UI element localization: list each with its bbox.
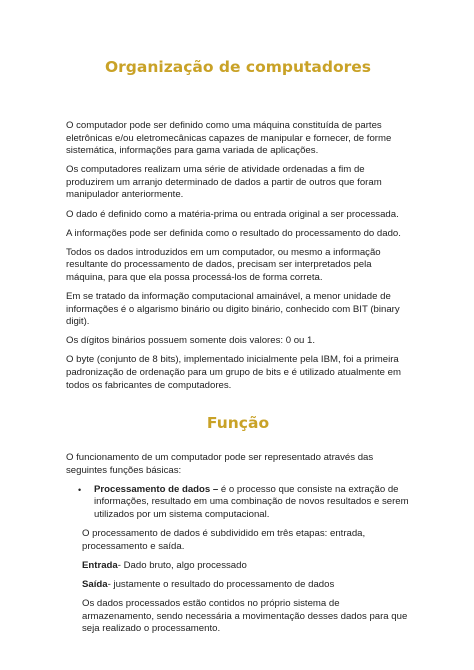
list-item-processamento — [78, 483, 410, 522]
paragraph-saida — [82, 579, 410, 592]
paragraph-atividades-ordenadas: Os computadores realizam uma série de atividade ordenadas a fim de produzirem um arranjo determinado de dados a partir de outros que foram manipulador anteriormente. — [66, 164, 382, 201]
section-title-funcao: Função — [206, 414, 270, 433]
paragraph-entrada — [82, 560, 410, 573]
section-organizacao — [66, 120, 410, 392]
paragraph-bit: Em se tratado da informação computacional amainável, a menor unidade de informações é o algarismo binário ou digito binário, conhecido com BIT (binary digit). — [66, 291, 400, 328]
section-funcao — [66, 452, 410, 636]
paragraph-funcoes-basicas: O funcionamento de um computador pode ser representado através das seguintes funções básicas: — [66, 452, 374, 476]
indented-block — [66, 528, 410, 636]
entrada-term: Entrada — [82, 559, 118, 571]
paragraph-armazenamento: Os dados processados estão contidos no próprio sistema de armazenamento, sendo necessária a movimentação desses dados para que seja realizado o processamento. — [82, 598, 408, 635]
paragraph-definicao-computador: O computador pode ser definido como uma máquina constituída de partes eletrônicas e/ou eletromecânicas capazes de manipular e fornecer, de forme sistemática, informações para gama variada de aplicações. — [66, 120, 392, 157]
paragraph-interpretacao-dados: Todos os dados introduzidos em um computador, ou mesmo a informação resultante do processamento de dados, precisam ser interpretados pela máquina, para que ela possa processá-los de forma correta. — [66, 246, 381, 283]
paragraph-etapas: O processamento de dados é subdividido em três etapas: entrada, processamento e saída. — [82, 528, 366, 552]
saida-text: - justamente o resultado do processamento de dados — [107, 578, 335, 590]
document-title: Organização de computadores — [104, 58, 371, 76]
bullet-text: é o processo que consiste na extração de informações, resultado em uma combinação de novos resultados e serem utilizados por um sistema computacional. — [94, 483, 409, 521]
bullet-icon: • — [78, 484, 82, 495]
paragraph-definicao-dado: O dado é definido como a matéria-prima ou entrada original a ser processada. — [66, 208, 399, 220]
bullet-term: Processamento de dados – — [94, 483, 219, 495]
bullet-list — [66, 484, 410, 522]
entrada-text: - Dado bruto, algo processado — [117, 559, 247, 571]
paragraph-definicao-informacao: A informações pode ser definida como o resultado do processamento do dado. — [66, 227, 401, 239]
paragraph-digitos-binarios: Os dígitos binários possuem somente dois valores: 0 ou 1. — [66, 335, 316, 347]
paragraph-byte: O byte (conjunto de 8 bits), implementado inicialmente pela IBM, foi a primeira padronização de ordenação para um grupo de bits e é utilizado atualmente em todos os fabricantes de computadores. — [66, 354, 401, 391]
saida-term: Saída — [82, 578, 108, 590]
